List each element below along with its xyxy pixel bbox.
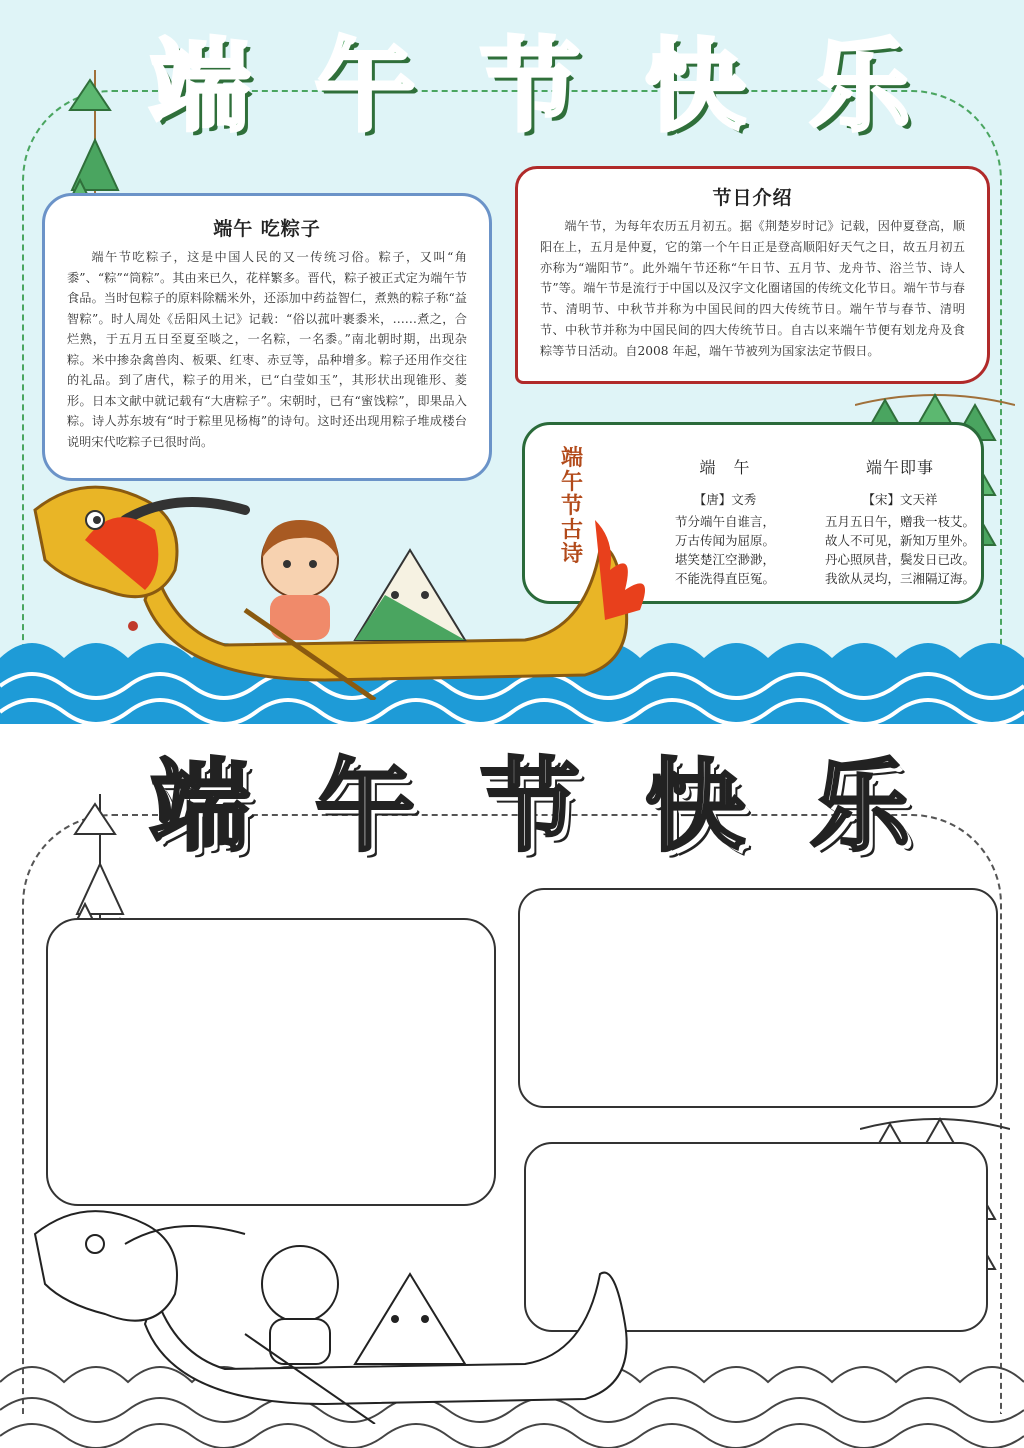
poem-author: 【宋】文天祥	[862, 492, 938, 507]
title-char: 午	[315, 748, 415, 865]
poem-line: 堪笑楚江空渺渺，	[674, 552, 775, 567]
blank-box-left[interactable]	[46, 918, 496, 1206]
title-char: 节	[480, 748, 580, 865]
title-char: 端	[150, 28, 250, 145]
poem-title: 端 午	[699, 458, 751, 477]
title-char: 午	[315, 28, 415, 145]
poem-line: 不能洗得直臣冤。	[674, 571, 775, 586]
poem	[655, 455, 795, 588]
title-char: 节	[480, 28, 580, 145]
poem-box-label: 端午节古诗	[560, 446, 583, 567]
poster-title	[150, 18, 910, 145]
blank-box-top-right[interactable]	[518, 888, 998, 1108]
festival-intro-title: 节日介绍	[712, 187, 793, 209]
festival-intro-text: 端午节，为每年农历五月初五。据《荆楚岁时记》记载，因仲夏登高，顺阳在上，五月是仲夏，它的第一个午日正是登高顺阳好天气之日，故五月初五亦称为“端阳节”。此外端午节还称“午日节、五月节、龙舟节、浴兰节、诗人节”等。端午节是流行于中国以及汉字文化圈诸国的传统文化节日。端午节与春节、清明节、中秋节并称为中国民间的四大传统节日。端午节与春节、清明节、中秋节并称为中国民间的四大传统节日。自古以来端午节便有划龙舟及食粽等节日活动。自2008 年起，端午节被列为国家法定节假日。	[540, 219, 965, 358]
poem-line: 万古传闻为屈原。	[674, 533, 775, 548]
poem-title: 端午即事	[865, 458, 934, 477]
poster-title-outline	[150, 738, 910, 865]
title-char: 快	[645, 28, 745, 145]
dragon-boat-outline-icon	[25, 1204, 665, 1424]
poem-line: 丹心照夙昔，鬓发日已改。	[824, 552, 975, 567]
zongzi-box	[42, 193, 492, 481]
festival-intro-box	[515, 166, 990, 384]
poem-line: 五月五日午，赠我一枝艾。	[824, 514, 975, 529]
poem-line: 我欲从灵均，三湘隔辽海。	[824, 571, 975, 586]
poem-line: 节分端午自谁言，	[674, 514, 775, 529]
dragon-boat-icon	[25, 480, 665, 700]
poem	[815, 455, 985, 588]
poem-line: 故人不可见，新知万里外。	[824, 533, 975, 548]
title-char: 端	[150, 748, 250, 865]
outline-poster	[0, 724, 1024, 1448]
title-char: 乐	[810, 28, 910, 145]
title-char: 乐	[810, 748, 910, 865]
title-char: 快	[645, 748, 745, 865]
poem-author: 【唐】文秀	[693, 492, 757, 507]
zongzi-box-text: 端午节吃粽子，这是中国人民的又一传统习俗。粽子，又叫“角黍”、“粽”“筒粽”。其由来已久，花样繁多。晋代，粽子被正式定为端午节食品。当时包粽子的原料除糯米外，还添加中药益智仁，煮熟的粽子称“益智粽”。时人周处《岳阳风土记》记载：“俗以菰叶裹黍米，……煮之，合烂熟，于五月五日至夏至啖之，一名粽，一名黍。”南北朝时期，出现杂粽。米中掺杂禽兽肉、板栗、红枣、赤豆等，品种增多。粽子还用作交往的礼品。到了唐代，粽子的用米，已“白莹如玉”，其形状出现锥形、菱形。日本文献中就记载有“大唐粽子”。宋朝时，已有“蜜饯粽”，即果品入粽。诗人苏东坡有“时于粽里见杨梅”的诗句。这时还出现用粽子堆成楼台说明宋代吃粽子已很时尚。	[67, 250, 467, 449]
zongzi-box-title: 端午 吃粽子	[213, 218, 321, 240]
